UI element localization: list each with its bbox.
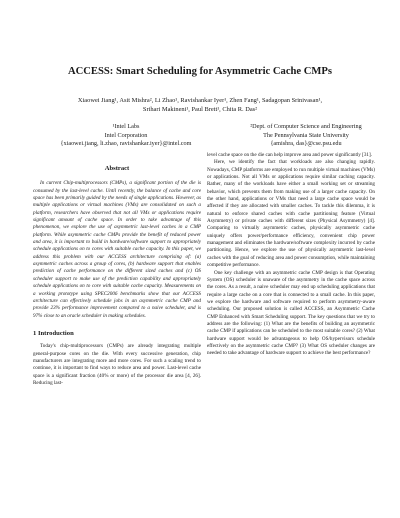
- right-paragraph-0: level cache space on the die can help improve area and power significantly [31].: [207, 152, 372, 158]
- affiliation-intel-line-1: ¹Intel Labs: [112, 123, 140, 130]
- abstract-heading: Abstract: [104, 165, 130, 172]
- author-list: [32, 96, 368, 114]
- right-column: [207, 152, 375, 358]
- affiliation-psu-emails: {amishra, das}@cse.psu.edu: [270, 140, 342, 148]
- affiliation-intel-line-2: Intel Corporation: [104, 131, 148, 139]
- affiliation-intel-emails: {xiaowei.jiang, li.zhao, ravishankar.iyer}@intel.com: [60, 140, 192, 148]
- affiliation-psu-line-2: The Pennsylvania State University: [263, 131, 349, 139]
- right-paragraph-1: Here, we identify the fact that workloads are also changing rapidly. Nowadays, CMP platforms are employed to run multiple virtual machines (VMs) or applications. Not all VMs or applications require similar caching capacity. Rather, many of the workloads have either a small working set or streaming behavior, which prevents them from making use of a larger cache capacity. On the other hand, applications or VMs that need a large cache space would be affected if they are allocated with smaller caches. To tackle this dilemma, it is natural to enforce shared caches with cache partitioning feature (Virtual Asymmetry) or private caches with different sizes (Physical Asymmetry) [4]. Comparing to virtually asymmetric caches, physically asymmetric cache uniquely offers power/performance efficiency, convenient chip power management and eliminates the hardware/software complexity incurred by cache partitioning. Hence, we explore the use of physically asymmetric last-level caches with the goal of reducing area and power consumption, while maintaining competitive performance.: [207, 159, 375, 269]
- left-column: [33, 165, 201, 387]
- paper-title: ACCESS: Smart Scheduling for Asymmetric Cache CMPs: [67, 66, 333, 77]
- intro-heading: 1 Introduction: [33, 329, 74, 337]
- affiliation-psu: [216, 123, 396, 149]
- intro-paragraph-1: Today's chip-multiprocessors (CMPs) are already integrating multiple general-purpose cores on the die. With every successive generation, chip manufacturers are integrating more and more cores. For such a scaling trend to continue, it is important to find ways to reduce area and power. Last-level cache space is a significant fraction (40% or more) of the processor die area [4, 26]. Reducing last-: [33, 343, 201, 386]
- affiliation-psu-line-1: ²Dept. of Computer Science and Engineering: [250, 123, 362, 130]
- author-line-2: Srihari Makineni¹, Paul Brett¹, Chita R. Das²: [142, 106, 258, 113]
- author-line-1: Xiaowei Jiang¹, Asit Mishra², Li Zhao¹, Ravishankar Iyer¹, Zhen Fang¹, Sadagopan Srinivasan¹,: [77, 97, 323, 104]
- abstract-text: In current Chip-multiprocessors (CMPs), a significant portion of the die is consumed by the last-level cache. Until recently, the balance of cache and core space has been primarily guided by the needs of single applications. However, as multiple applications or virtual machines (VMs) are consolidated on such a platform, researchers have observed that not all VMs or applications require significant amount of cache space. In order to take advantage of this phenomenon, we explore the use of asymmetric last-level caches in a CMP platform. While asymmetric cache CMPs provide the benefit of reduced power and area, it is important to build in hardware/software support to appropriately schedule applications on to cores with suitable cache capacity. In this paper, we address this problem with our ACCESS architecture comprising of: (a) asymmetric caches across a group of cores, (b) hardware support that enables prediction of cache performance on the different sized caches and (c) OS scheduler support to make use of the prediction capability and appropriately schedule applications on to core with suitable cache capacity. Measurements on a working prototype using SPEC2006 benchmarks show that our ACCESS architecture can effectively schedule jobs in an asymmetric cache CMP and provide 23% performance improvement compared to a naive scheduler, and is 97% close to an oracle scheduler in making schedules.: [33, 180, 201, 319]
- affiliation-intel: [36, 123, 216, 149]
- right-paragraph-2: One key challenge with an asymmetric cache CMP design is that Operating System (OS) scheduler is unaware of the asymmetry in the cache space across the cores. As a result, a naive scheduler may end up scheduling applications that require a large cache on a core that is connected to a small cache. In this paper, we explore the hardware and software required to perform asymmetry-aware scheduling. Our proposed solution is called ACCESS, an Asymmetric Cache CMP Enhanced with Smart Scheduling support. The key questions that we try to address are the following: (1) What are the benefits of building an asymmetric cache CMP if applications can be scheduled to the most suitable cores? (2) What hardware support would be advantageous to help OS/hypervisors schedule effectively on the asymmetric cache CMP? (3) What OS scheduler changes are needed to take advantage of hardware support to achieve the best performance?: [207, 269, 375, 357]
